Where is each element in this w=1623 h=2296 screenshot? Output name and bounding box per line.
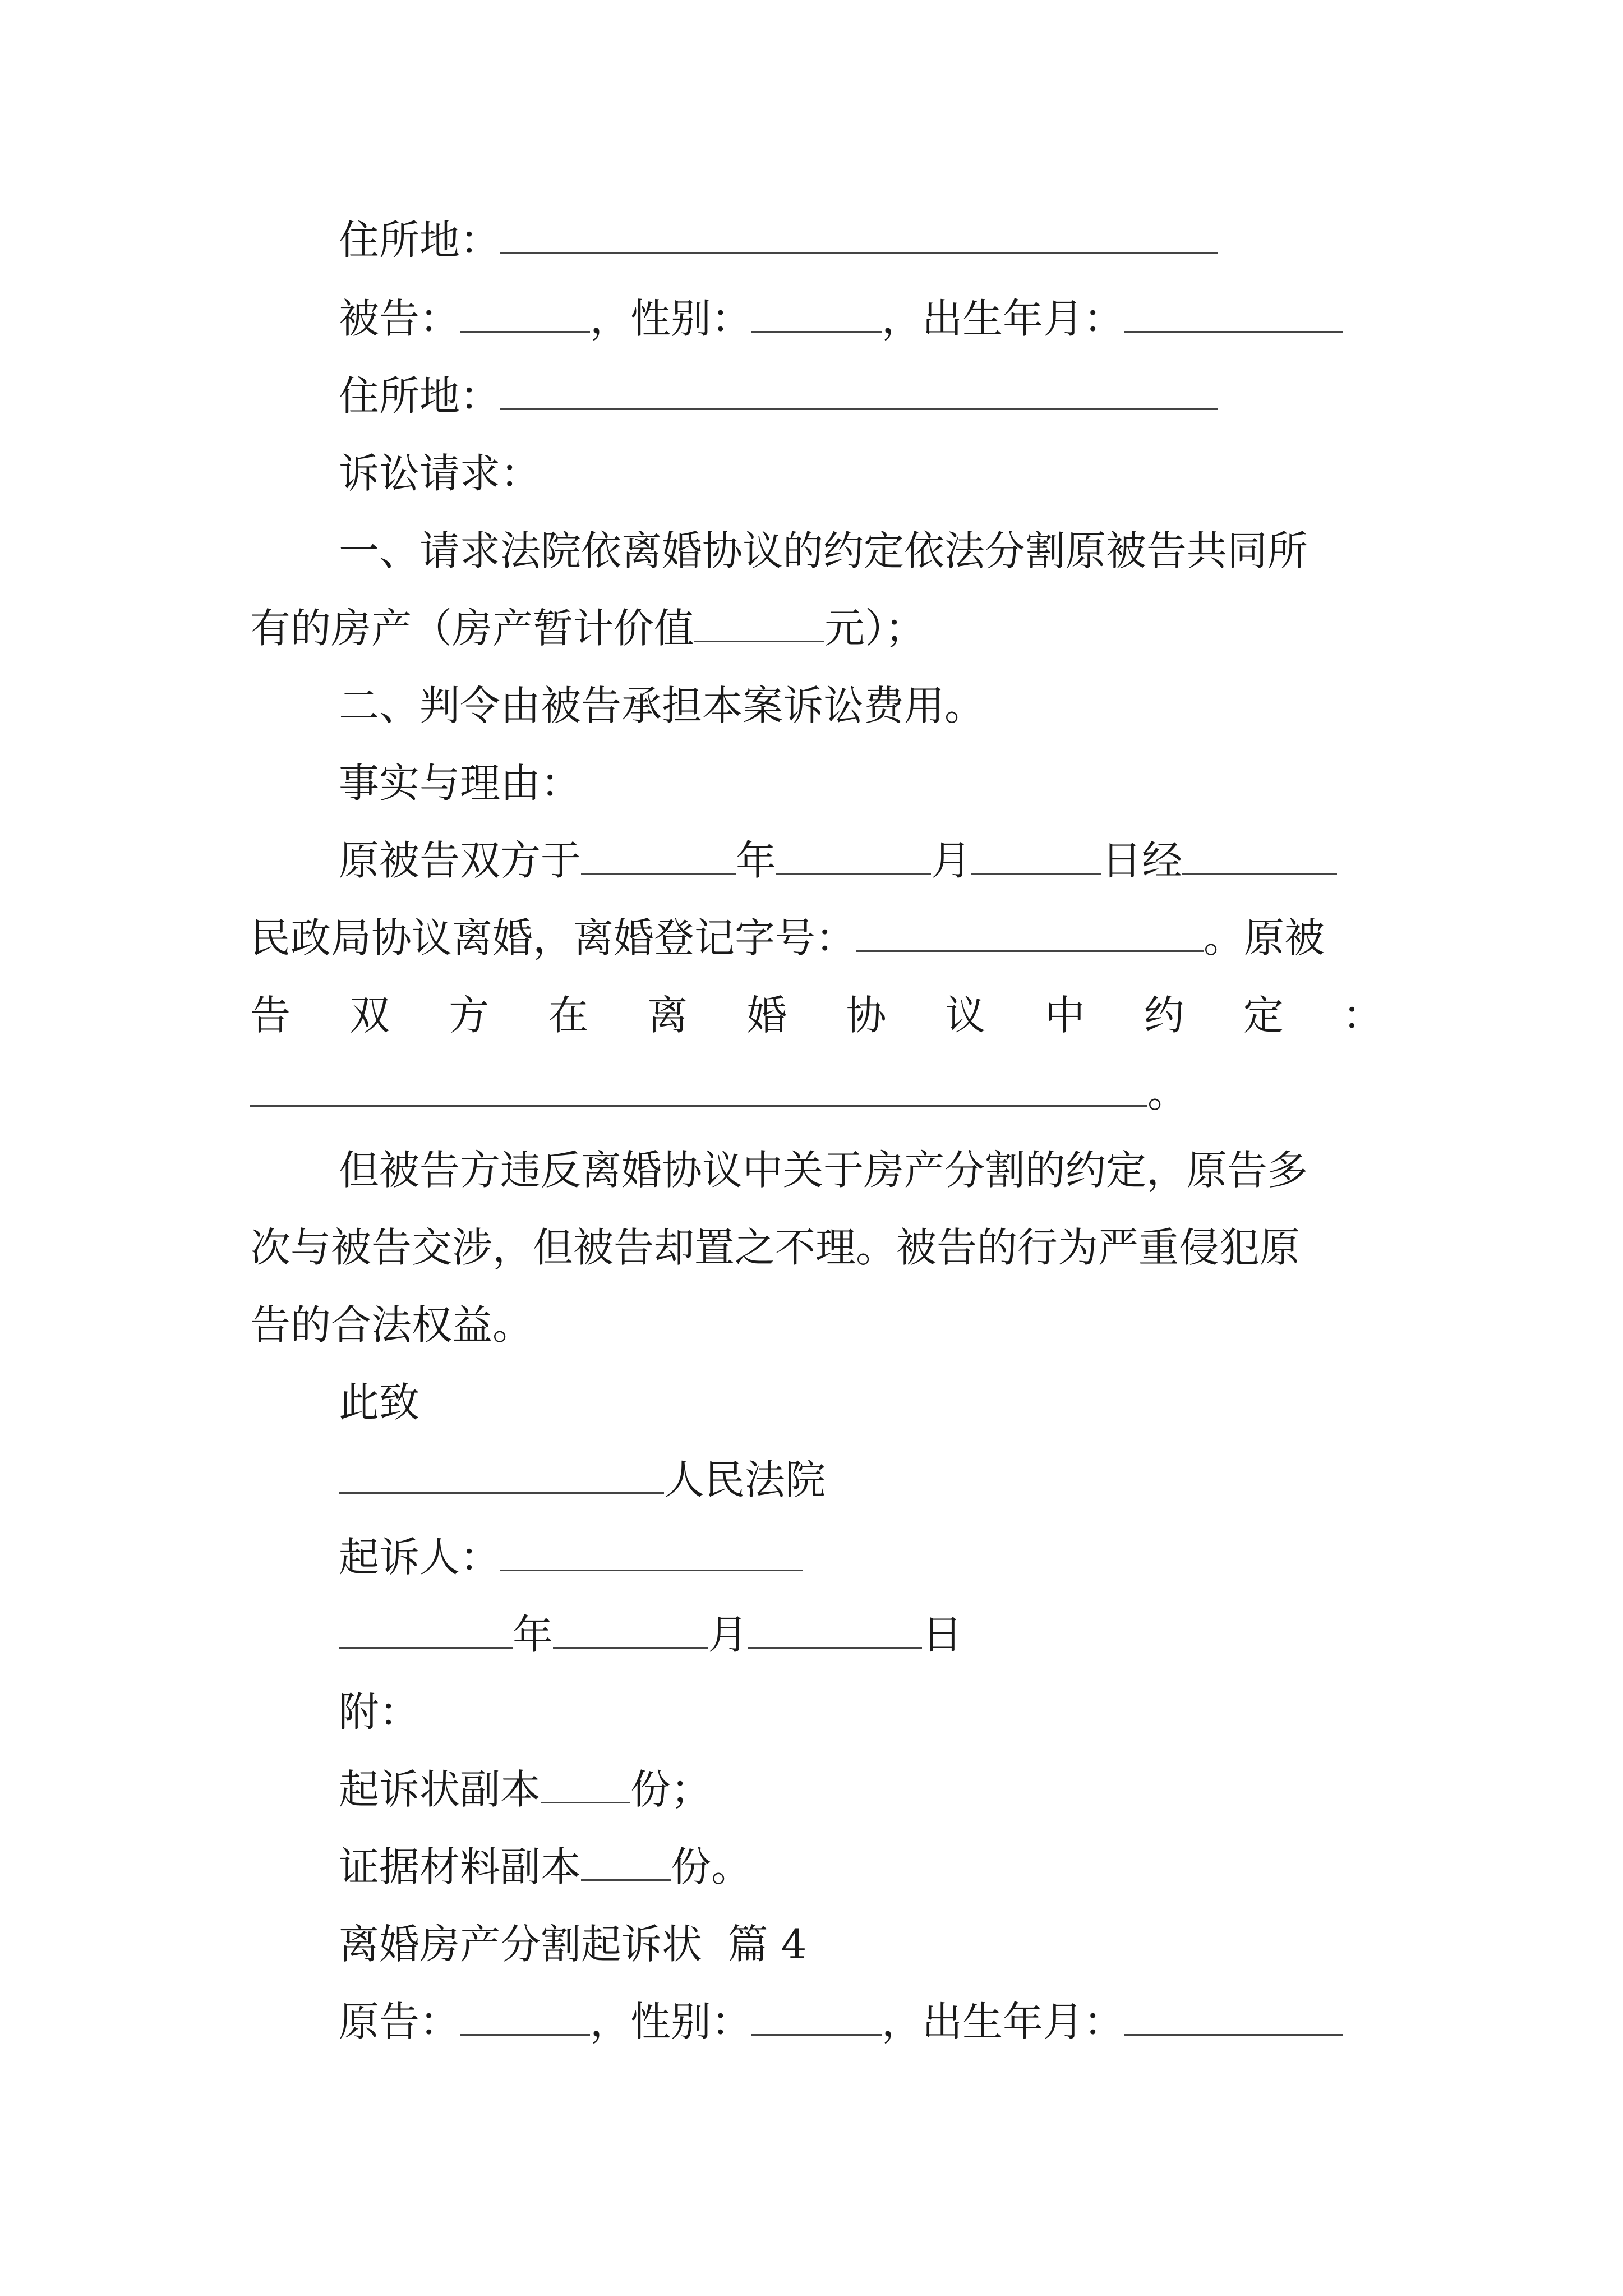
gender-label: ，性别： <box>590 295 752 342</box>
spread-char: 在 <box>548 992 589 1039</box>
facts-line-1 <box>250 832 1383 889</box>
agreement-blank <box>250 1071 1147 1107</box>
signer-label: 起诉人： <box>339 1534 501 1581</box>
copies-unit: 份。 <box>671 1843 752 1890</box>
plaintiff-signature-line <box>250 1529 1383 1585</box>
facts-text: 原被告双方于 <box>339 837 582 884</box>
value-blank <box>694 607 824 642</box>
birth-label: ，出生年月： <box>882 1998 1124 2045</box>
spread-char: 婚 <box>746 992 787 1039</box>
attachment-label: 起诉状副本 <box>339 1766 541 1813</box>
attachment-2 <box>250 1839 1383 1895</box>
gender-blank <box>751 297 882 333</box>
claim-1-line-2 <box>250 600 1383 656</box>
signer-blank <box>500 1536 803 1571</box>
facts-continue: 。原被 <box>1204 914 1325 961</box>
day-label: 日经 <box>1101 837 1183 884</box>
defendant-name-blank <box>460 297 590 333</box>
registration-label: 民政局协议离婚，离婚登记字号： <box>250 914 856 961</box>
month-blank <box>553 1613 708 1649</box>
date-line <box>250 1607 1383 1663</box>
spread-char: 议 <box>945 992 986 1039</box>
gender-label: ，性别： <box>590 1998 752 2045</box>
birth-label: ，出生年月： <box>882 295 1124 342</box>
address-label: 住所地： <box>339 217 501 264</box>
year-blank <box>339 1613 513 1649</box>
address-blank <box>500 219 1218 254</box>
facts-line-3 <box>250 987 1383 1043</box>
court-label: 人民法院 <box>664 1456 826 1503</box>
spread-char: 双 <box>349 992 390 1039</box>
bureau-blank <box>1182 839 1337 875</box>
paragraph-line-1: 但被告方违反离婚协议中关于房产分割的约定，原告多 <box>339 1147 1308 1194</box>
gender-blank <box>751 2000 882 2036</box>
court-line <box>250 1452 1383 1508</box>
paragraph-line-3: 告的合法权益。 <box>250 1301 533 1349</box>
claim-2: 二、判令由被告承担本案诉讼费用。 <box>339 682 985 729</box>
paragraph-line-2: 次与被告交涉，但被告却置之不理。被告的行为严重侵犯原 <box>250 1224 1301 1271</box>
attachment-1 <box>250 1761 1383 1818</box>
month-blank <box>776 839 931 875</box>
salutation: 此致 <box>339 1379 420 1426</box>
year-label: 年 <box>513 1611 554 1658</box>
registration-blank <box>856 917 1204 952</box>
plaintiff-name-blank <box>460 2000 590 2036</box>
claims-heading: 诉讼请求： <box>339 450 541 497</box>
spread-char: 中 <box>1044 992 1085 1039</box>
address-blank <box>500 375 1218 410</box>
spread-char: 告 <box>250 992 291 1039</box>
court-blank <box>339 1458 664 1494</box>
day-blank <box>748 1613 922 1649</box>
defendant-label: 被告： <box>339 295 460 342</box>
claim-1-line-1: 一、请求法院依离婚协议的约定依法分割原被告共同所 <box>339 527 1308 574</box>
claim-1-text: 有的房产（房产暂计价值 <box>250 605 695 652</box>
birth-blank <box>1124 297 1343 333</box>
period: 。 <box>1147 1069 1188 1116</box>
facts-heading: 事实与理由： <box>339 760 582 807</box>
copies-blank <box>541 1768 630 1803</box>
defendant-line <box>250 291 1383 347</box>
month-label: 月 <box>708 1611 749 1658</box>
year-blank <box>581 839 736 875</box>
spread-char: 定 <box>1243 992 1284 1039</box>
spread-char: 约 <box>1144 992 1184 1039</box>
spread-char: 方 <box>449 992 490 1039</box>
month-label: 月 <box>931 837 972 884</box>
agreement-blank-line <box>250 1065 1383 1121</box>
year-label: 年 <box>736 837 777 884</box>
spread-char: 离 <box>647 992 688 1039</box>
attachment-label: 证据材料副本 <box>339 1843 582 1890</box>
birth-blank <box>1124 2000 1343 2036</box>
attachments-heading: 附： <box>339 1688 420 1736</box>
address-label: 住所地： <box>339 372 501 420</box>
address-line-1 <box>250 212 1383 268</box>
section-title: 离婚房产分割起诉状 篇 4 <box>339 1921 807 1968</box>
day-label: 日 <box>922 1611 963 1658</box>
copies-blank <box>581 1846 671 1881</box>
copies-unit: 份； <box>630 1766 712 1813</box>
spread-char: 协 <box>846 992 887 1039</box>
plaintiff-label: 原告： <box>339 1998 460 2045</box>
address-line-2 <box>250 368 1383 424</box>
facts-line-2 <box>250 910 1383 966</box>
spread-char: ： <box>1342 992 1383 1039</box>
claim-1-unit: 元）； <box>824 605 926 652</box>
plaintiff-line <box>250 1994 1383 2050</box>
day-blank <box>971 839 1101 875</box>
